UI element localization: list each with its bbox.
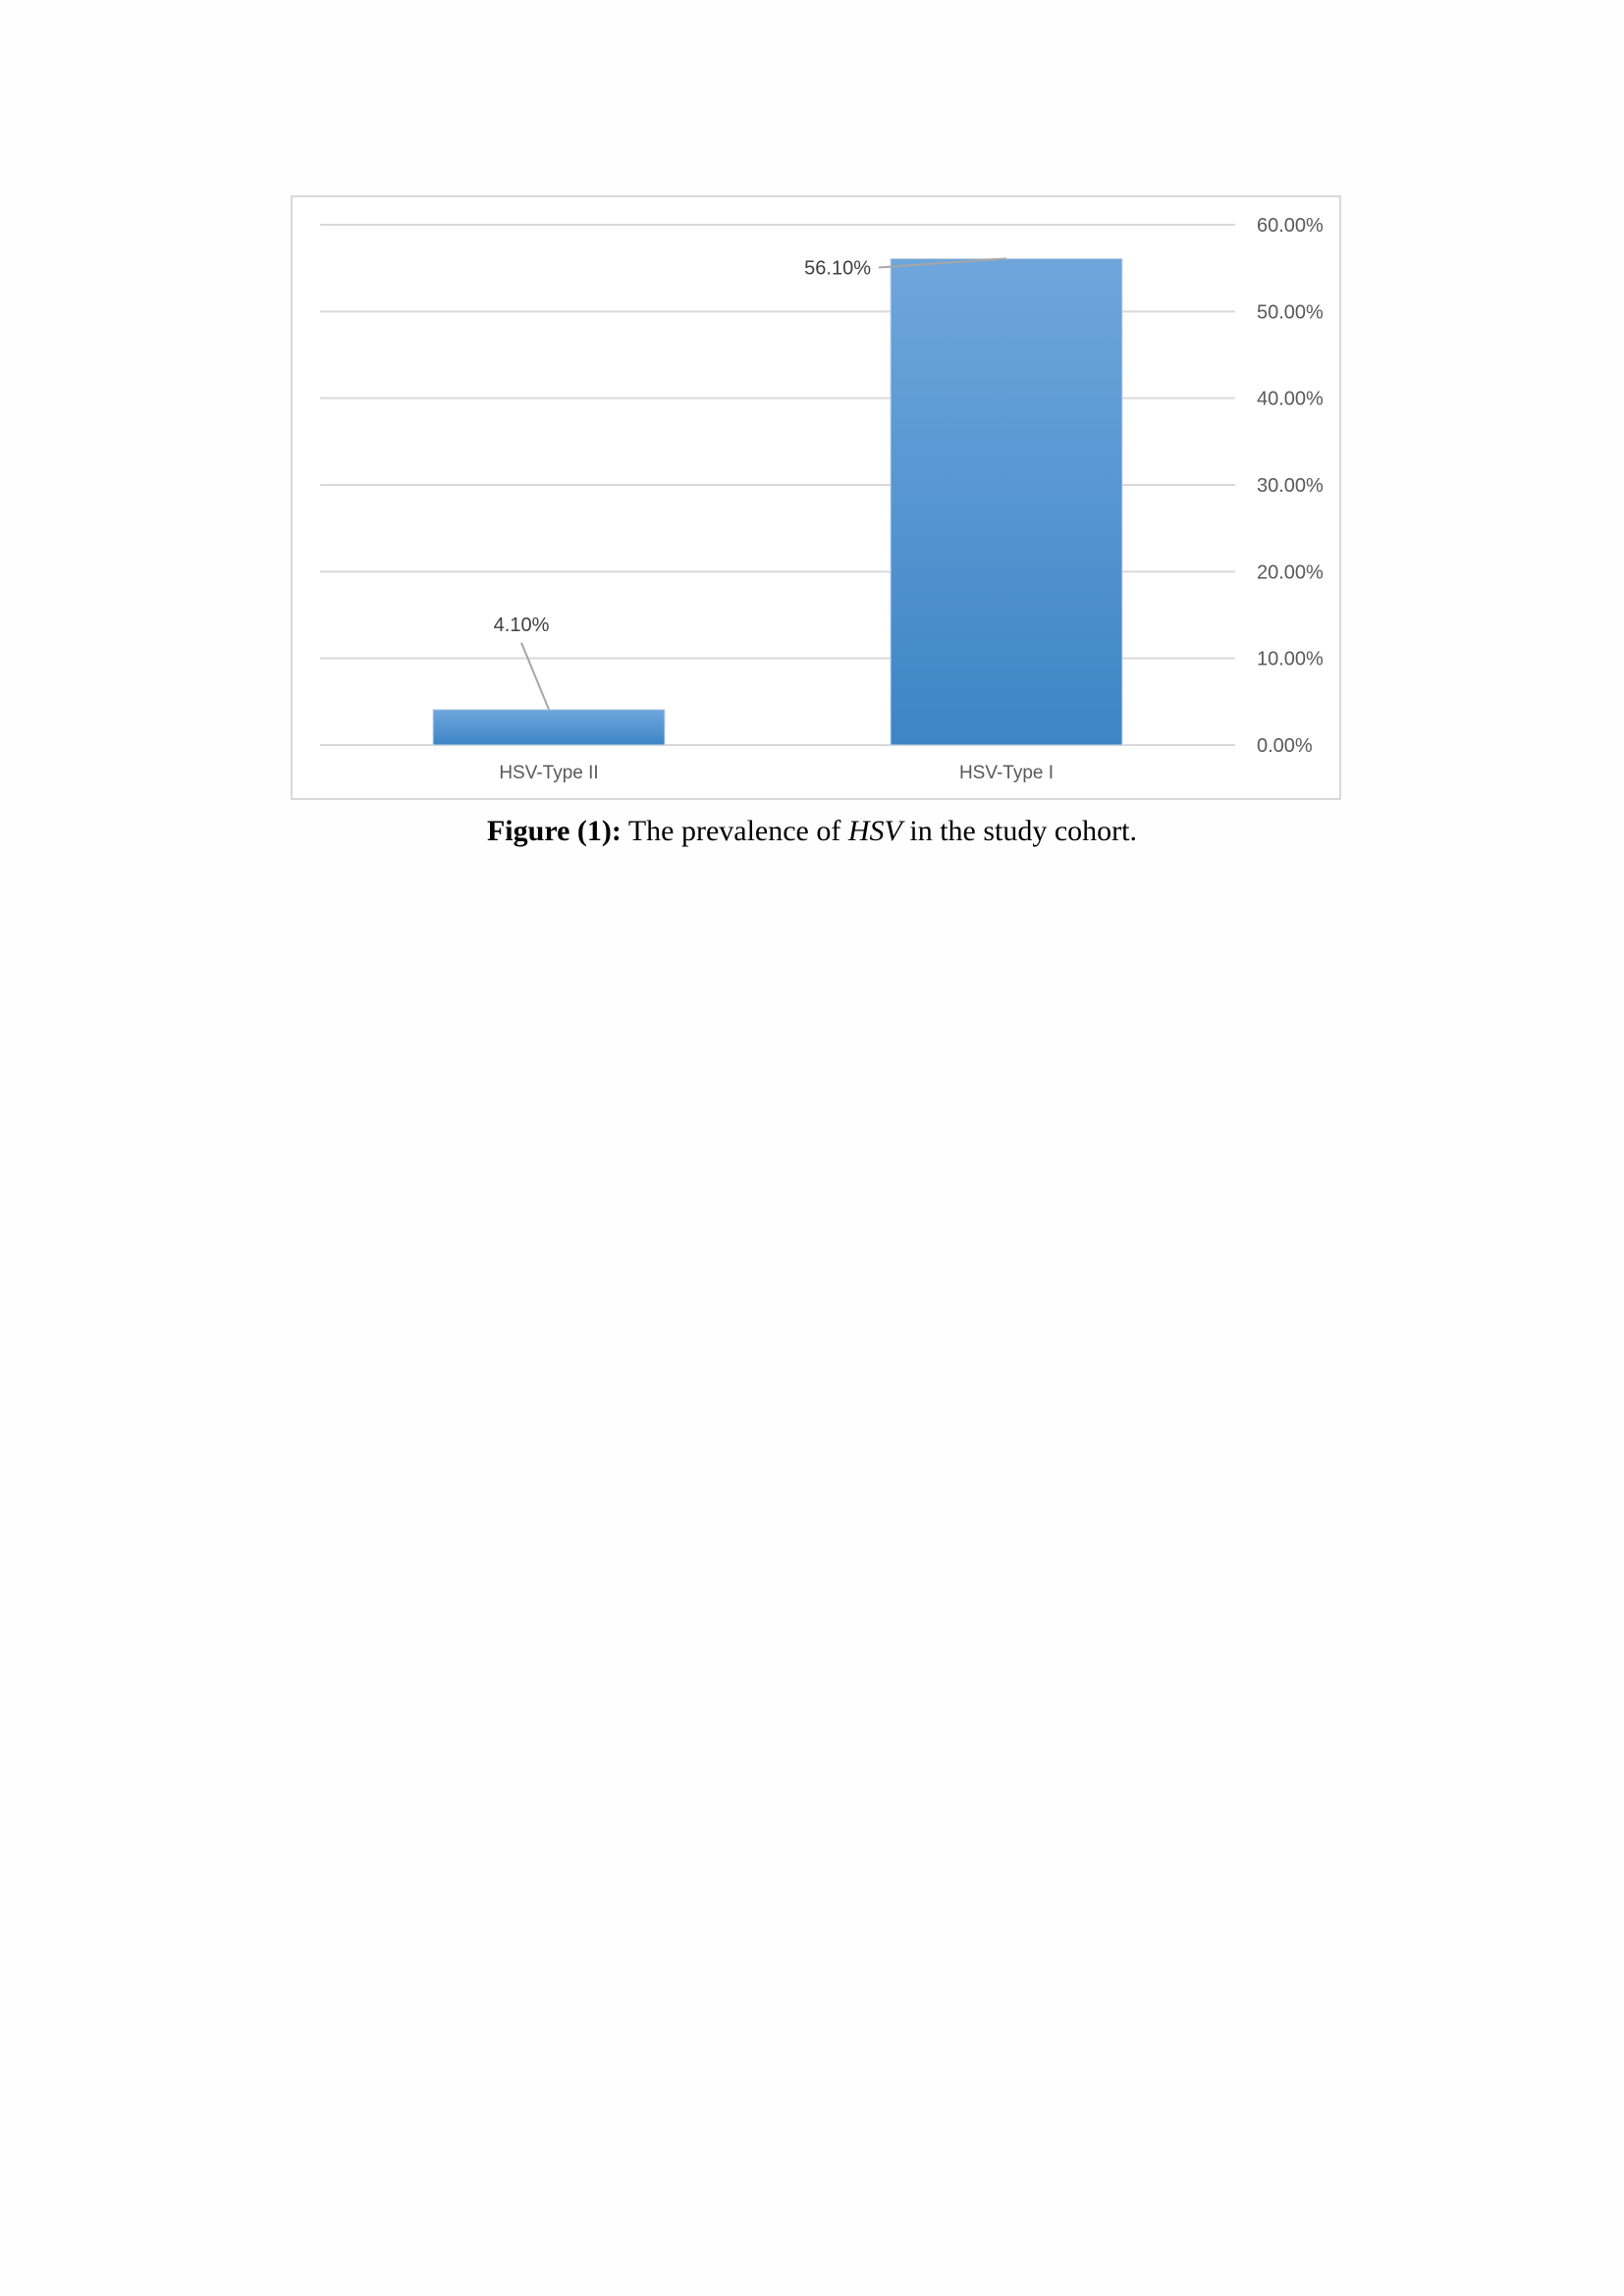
chart-frame <box>291 195 1341 800</box>
figure-caption <box>0 815 1624 848</box>
y-tick-label: 40.00% <box>1257 388 1324 410</box>
bar <box>891 258 1122 745</box>
bar <box>433 710 665 745</box>
data-label: 56.10% <box>804 257 871 280</box>
y-tick-label: 0.00% <box>1257 735 1313 757</box>
data-label: 4.10% <box>493 614 550 636</box>
bar-chart <box>293 197 1339 798</box>
caption-text-before: The prevalence of <box>621 815 848 847</box>
caption-emphasis: HSV <box>847 815 902 847</box>
y-tick-label: 30.00% <box>1257 475 1324 497</box>
caption-prefix: Figure (1): <box>486 815 622 847</box>
x-category-label: HSV-Type I <box>958 763 1055 783</box>
y-tick-label: 50.00% <box>1257 301 1324 324</box>
y-tick-label: 20.00% <box>1257 561 1324 584</box>
y-tick-label: 10.00% <box>1257 648 1324 670</box>
x-category-label: HSV-Type II <box>499 763 599 783</box>
caption-text-after: in the study cohort. <box>901 815 1138 847</box>
y-tick-label: 60.00% <box>1257 215 1324 237</box>
leader-line <box>521 643 549 710</box>
